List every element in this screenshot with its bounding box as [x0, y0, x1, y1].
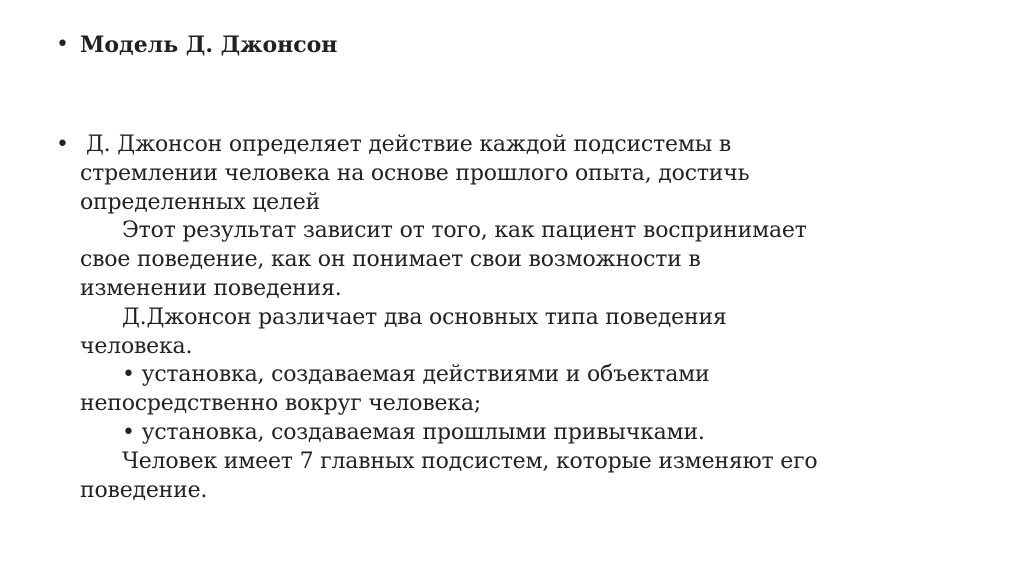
- body-line: определенных целей: [80, 189, 321, 215]
- body-bullet-item: [56, 131, 964, 505]
- body-line: человека.: [80, 333, 193, 359]
- body-sub-bullet-line: • установка, создаваемая прошлыми привычками.: [122, 419, 705, 445]
- body-line: непосредственно вокруг человека;: [80, 391, 482, 417]
- slide-title: Модель Д. Джонсон: [80, 32, 338, 58]
- bullet-icon: •: [56, 32, 69, 57]
- body-line: изменении поведения.: [80, 275, 342, 301]
- body-line: Человек имеет 7 главных подсистем, которые изменяют его: [122, 448, 818, 474]
- body-line: стремлении человека на основе прошлого опыта, достичь: [80, 160, 750, 186]
- body-line: свое поведение, как он понимает свои возможности в: [80, 247, 701, 273]
- body-line: поведение.: [80, 477, 208, 503]
- body-line: Д.Джонсон различает два основных типа поведения: [122, 304, 727, 330]
- bullet-icon: •: [56, 132, 69, 157]
- body-paragraph: [80, 131, 817, 505]
- body-line: Этот результат зависит от того, как пациент воспринимает: [122, 218, 807, 244]
- body-line: Д. Джонсон определяет действие каждой подсистемы в: [86, 132, 732, 157]
- title-bullet-item: [56, 31, 964, 59]
- body-sub-bullet-line: • установка, создаваемая действиями и объектами: [122, 362, 710, 388]
